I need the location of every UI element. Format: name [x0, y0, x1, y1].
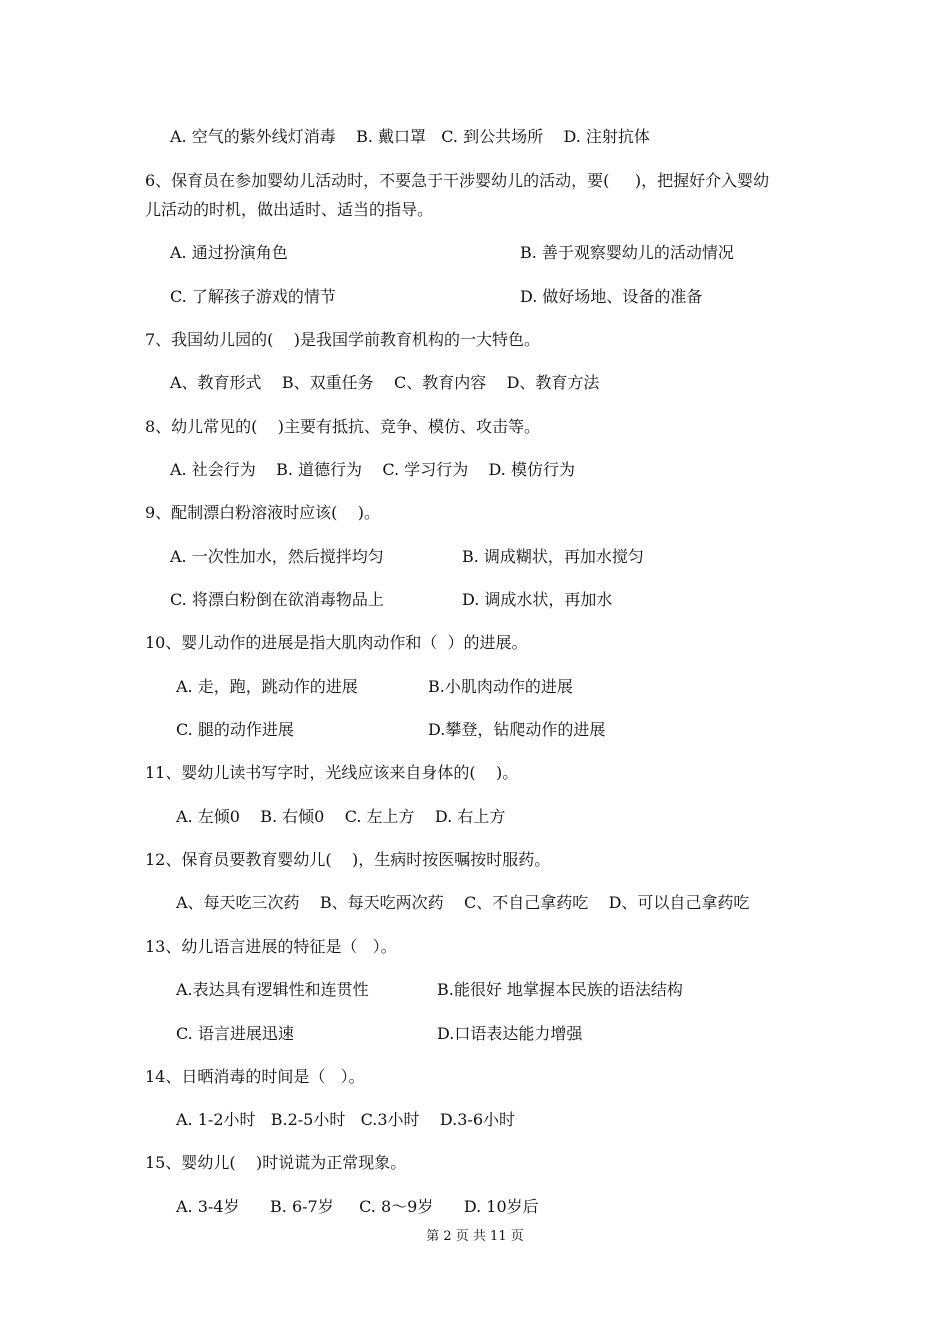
- q6-option-d: D. 做好场地、设备的准备: [520, 287, 703, 306]
- q13-option-a: A.表达具有逻辑性和连贯性: [176, 980, 369, 999]
- q11-stem: 11、婴幼儿读书写字时，光线应该来自身体的( )。: [145, 763, 519, 782]
- q8-options: A. 社会行为 B. 道德行为 C. 学习行为 D. 模仿行为: [170, 460, 575, 479]
- q7-stem: 7、我国幼儿园的( )是我国学前教育机构的一大特色。: [145, 330, 541, 349]
- q11-options: A. 左倾0 B. 右倾0 C. 左上方 D. 右上方: [176, 807, 506, 826]
- q8-stem: 8、幼儿常见的( )主要有抵抗、竞争、模仿、攻击等。: [145, 417, 541, 436]
- q10-option-a: A. 走，跑，跳动作的进展: [176, 677, 358, 696]
- q6-option-c: C. 了解孩子游戏的情节: [170, 287, 336, 306]
- q7-options: A、教育形式 B、双重任务 C、教育内容 D、教育方法: [170, 373, 600, 392]
- q13-stem: 13、幼儿语言进展的特征是（ ）。: [145, 937, 397, 956]
- q6-stem-line1: 6、保育员在参加婴幼儿活动时，不要急于干涉婴幼儿的活动，要( )，把握好介入婴幼: [145, 171, 770, 190]
- q9-option-d: D. 调成水状，再加水: [462, 590, 613, 609]
- q12-stem: 12、保育员要教育婴幼儿( )，生病时按医嘱按时服药。: [145, 850, 551, 869]
- q13-option-d: D.口语表达能力增强: [437, 1024, 583, 1043]
- q6-option-b: B. 善于观察婴幼儿的活动情况: [520, 243, 734, 262]
- q10-option-c: C. 腿的动作进展: [176, 720, 294, 739]
- q10-stem: 10、婴儿动作的进展是指大肌肉动作和（ ）的进展。: [145, 633, 528, 652]
- q9-option-a: A. 一次性加水，然后搅拌均匀: [170, 547, 384, 566]
- q12-options: A、每天吃三次药 B、每天吃两次药 C、不自己拿药吃 D、可以自己拿药吃: [176, 893, 750, 912]
- q14-stem: 14、日晒消毒的时间是（ ）。: [145, 1067, 365, 1086]
- q13-option-b: B.能很好 地掌握本民族的语法结构: [437, 980, 683, 999]
- q6-option-a: A. 通过扮演角色: [170, 243, 288, 262]
- q9-option-c: C. 将漂白粉倒在欲消毒物品上: [170, 590, 384, 609]
- page-number-footer: 第 2 页 共 11 页: [426, 1229, 524, 1244]
- q13-option-c: C. 语言进展迅速: [176, 1024, 294, 1043]
- q5-options: A. 空气的紫外线灯消毒 B. 戴口罩 C. 到公共场所 D. 注射抗体: [170, 127, 650, 146]
- q14-options: A. 1-2小时 B.2-5小时 C.3小时 D.3-6小时: [176, 1110, 516, 1129]
- q9-stem: 9、配制漂白粉溶液时应该( )。: [145, 503, 381, 522]
- q15-options: A. 3-4岁 B. 6-7岁 C. 8～9岁 D. 10岁后: [176, 1197, 539, 1216]
- q9-option-b: B. 调成糊状，再加水搅匀: [462, 547, 644, 566]
- q15-stem: 15、婴幼儿( )时说谎为正常现象。: [145, 1153, 407, 1172]
- q6-stem-line2: 儿活动的时机，做出适时、适当的指导。: [145, 200, 434, 219]
- q10-option-d: D.攀登，钻爬动作的进展: [428, 720, 606, 739]
- q10-option-b: B.小肌肉动作的进展: [428, 677, 573, 696]
